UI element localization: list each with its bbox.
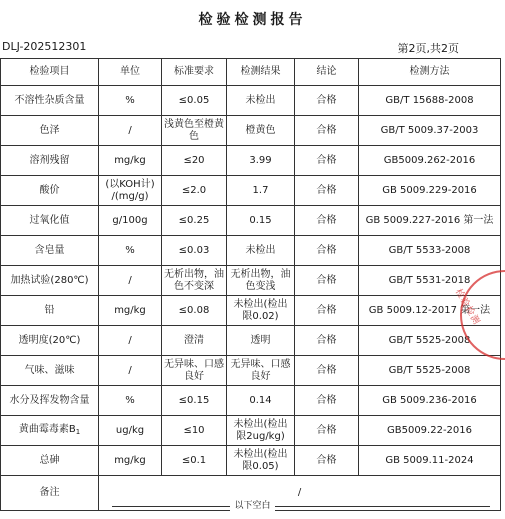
conclusion-cell: 合格 xyxy=(295,86,359,116)
method-cell: GB 5009.11-2024 xyxy=(359,446,501,476)
remark-value: / xyxy=(99,476,501,511)
unit-cell: mg/kg xyxy=(99,296,162,326)
method-cell: GB/T 5525-2008 xyxy=(359,326,501,356)
requirement-cell: ≤0.15 xyxy=(162,386,227,416)
conclusion-cell: 合格 xyxy=(295,116,359,146)
item-cell: 铅 xyxy=(1,296,99,326)
table-row xyxy=(1,86,501,116)
requirement-cell: ≤2.0 xyxy=(162,176,227,206)
result-cell: 0.14 xyxy=(227,386,295,416)
table-row xyxy=(1,206,501,236)
item-cell: 酸价 xyxy=(1,176,99,206)
unit-cell: / xyxy=(99,326,162,356)
column-header-method: 检测方法 xyxy=(359,59,501,86)
method-cell: GB 5009.12-2017 第一法 xyxy=(359,296,501,326)
result-cell: 0.15 xyxy=(227,206,295,236)
report-number: DLJ-202512301 xyxy=(2,40,87,53)
column-header-requirement: 标准要求 xyxy=(162,59,227,86)
conclusion-cell: 合格 xyxy=(295,446,359,476)
unit-cell: mg/kg xyxy=(99,146,162,176)
inspection-results-table xyxy=(0,58,501,511)
table-row xyxy=(1,386,501,416)
result-cell: 未检出(检出限0.02) xyxy=(227,296,295,326)
requirement-cell: ≤20 xyxy=(162,146,227,176)
unit-cell: ug/kg xyxy=(99,416,162,446)
conclusion-cell: 合格 xyxy=(295,356,359,386)
result-cell: 未检出(检出限2ug/kg) xyxy=(227,416,295,446)
item-cell: 含皂量 xyxy=(1,236,99,266)
seal-text: 检验检测 xyxy=(452,287,482,328)
unit-cell: / xyxy=(99,116,162,146)
report-title: 检验检测报告 xyxy=(198,12,307,28)
method-cell: GB/T 5531-2018 xyxy=(359,266,501,296)
unit-cell: / xyxy=(99,266,162,296)
item-cell xyxy=(1,416,99,446)
method-cell: GB/T 5009.37-2003 xyxy=(359,116,501,146)
requirement-cell: 澄清 xyxy=(162,326,227,356)
method-cell: GB/T 5533-2008 xyxy=(359,236,501,266)
unit-cell: g/100g xyxy=(99,206,162,236)
requirement-cell: 浅黄色至橙黄色 xyxy=(162,116,227,146)
method-cell: GB 5009.229-2016 xyxy=(359,176,501,206)
table-row xyxy=(1,266,501,296)
column-header-conclusion: 结论 xyxy=(295,59,359,86)
item-cell: 色泽 xyxy=(1,116,99,146)
conclusion-cell: 合格 xyxy=(295,386,359,416)
column-header-unit: 单位 xyxy=(99,59,162,86)
unit-cell: % xyxy=(99,86,162,116)
item-cell: 总砷 xyxy=(1,446,99,476)
table-header-row xyxy=(1,59,501,86)
item-cell: 不溶性杂质含量 xyxy=(1,86,99,116)
result-cell: 未检出 xyxy=(227,86,295,116)
item-cell: 气味、滋味 xyxy=(1,356,99,386)
requirement-cell: ≤0.1 xyxy=(162,446,227,476)
table-row xyxy=(1,416,501,446)
table-row xyxy=(1,296,501,326)
method-cell: GB5009.262-2016 xyxy=(359,146,501,176)
table-row xyxy=(1,146,501,176)
item-subscript: 1 xyxy=(75,427,81,436)
table-row xyxy=(1,176,501,206)
requirement-cell: 无异味、口感良好 xyxy=(162,356,227,386)
method-cell: GB 5009.227-2016 第一法 xyxy=(359,206,501,236)
requirement-cell: ≤0.08 xyxy=(162,296,227,326)
requirement-cell: ≤0.05 xyxy=(162,86,227,116)
item-cell: 溶剂残留 xyxy=(1,146,99,176)
table-row xyxy=(1,326,501,356)
requirement-cell: 无析出物，油色不变深 xyxy=(162,266,227,296)
item-cell: 过氧化值 xyxy=(1,206,99,236)
result-cell: 透明 xyxy=(227,326,295,356)
conclusion-cell: 合格 xyxy=(295,296,359,326)
table-row xyxy=(1,236,501,266)
column-header-item: 检验项目 xyxy=(1,59,99,86)
column-header-result: 检测结果 xyxy=(227,59,295,86)
conclusion-cell: 合格 xyxy=(295,326,359,356)
method-cell: GB/T 5525-2008 xyxy=(359,356,501,386)
end-marker-text: 以下空白 xyxy=(230,501,274,511)
method-cell: GB5009.22-2016 xyxy=(359,416,501,446)
conclusion-cell: 合格 xyxy=(295,146,359,176)
item-cell: 透明度(20℃) xyxy=(1,326,99,356)
conclusion-cell: 合格 xyxy=(295,416,359,446)
requirement-cell: ≤10 xyxy=(162,416,227,446)
item-cell: 加热试验(280℃) xyxy=(1,266,99,296)
table-row xyxy=(1,446,501,476)
conclusion-cell: 合格 xyxy=(295,236,359,266)
table-row xyxy=(1,356,501,386)
conclusion-cell: 合格 xyxy=(295,206,359,236)
requirement-cell: ≤0.03 xyxy=(162,236,227,266)
result-cell: 1.7 xyxy=(227,176,295,206)
unit-cell: / xyxy=(99,356,162,386)
result-cell: 无异味、口感良好 xyxy=(227,356,295,386)
unit-cell: (以KOH计) /(mg/g) xyxy=(99,176,162,206)
unit-cell: mg/kg xyxy=(99,446,162,476)
method-cell: GB/T 15688-2008 xyxy=(359,86,501,116)
result-cell: 橙黄色 xyxy=(227,116,295,146)
unit-cell: % xyxy=(99,386,162,416)
result-cell: 无析出物，油色变浅 xyxy=(227,266,295,296)
result-cell: 未检出(检出限0.05) xyxy=(227,446,295,476)
item-name: 黄曲霉毒素B xyxy=(18,423,76,435)
table-row xyxy=(1,116,501,146)
result-cell: 未检出 xyxy=(227,236,295,266)
conclusion-cell: 合格 xyxy=(295,266,359,296)
page-indicator: 第2页,共2页 xyxy=(397,42,459,55)
requirement-cell: ≤0.25 xyxy=(162,206,227,236)
conclusion-cell: 合格 xyxy=(295,176,359,206)
end-marker xyxy=(0,498,505,511)
remark-label: 备注 xyxy=(1,476,99,511)
method-cell: GB 5009.236-2016 xyxy=(359,386,501,416)
unit-cell: % xyxy=(99,236,162,266)
item-cell: 水分及挥发物含量 xyxy=(1,386,99,416)
result-cell: 3.99 xyxy=(227,146,295,176)
